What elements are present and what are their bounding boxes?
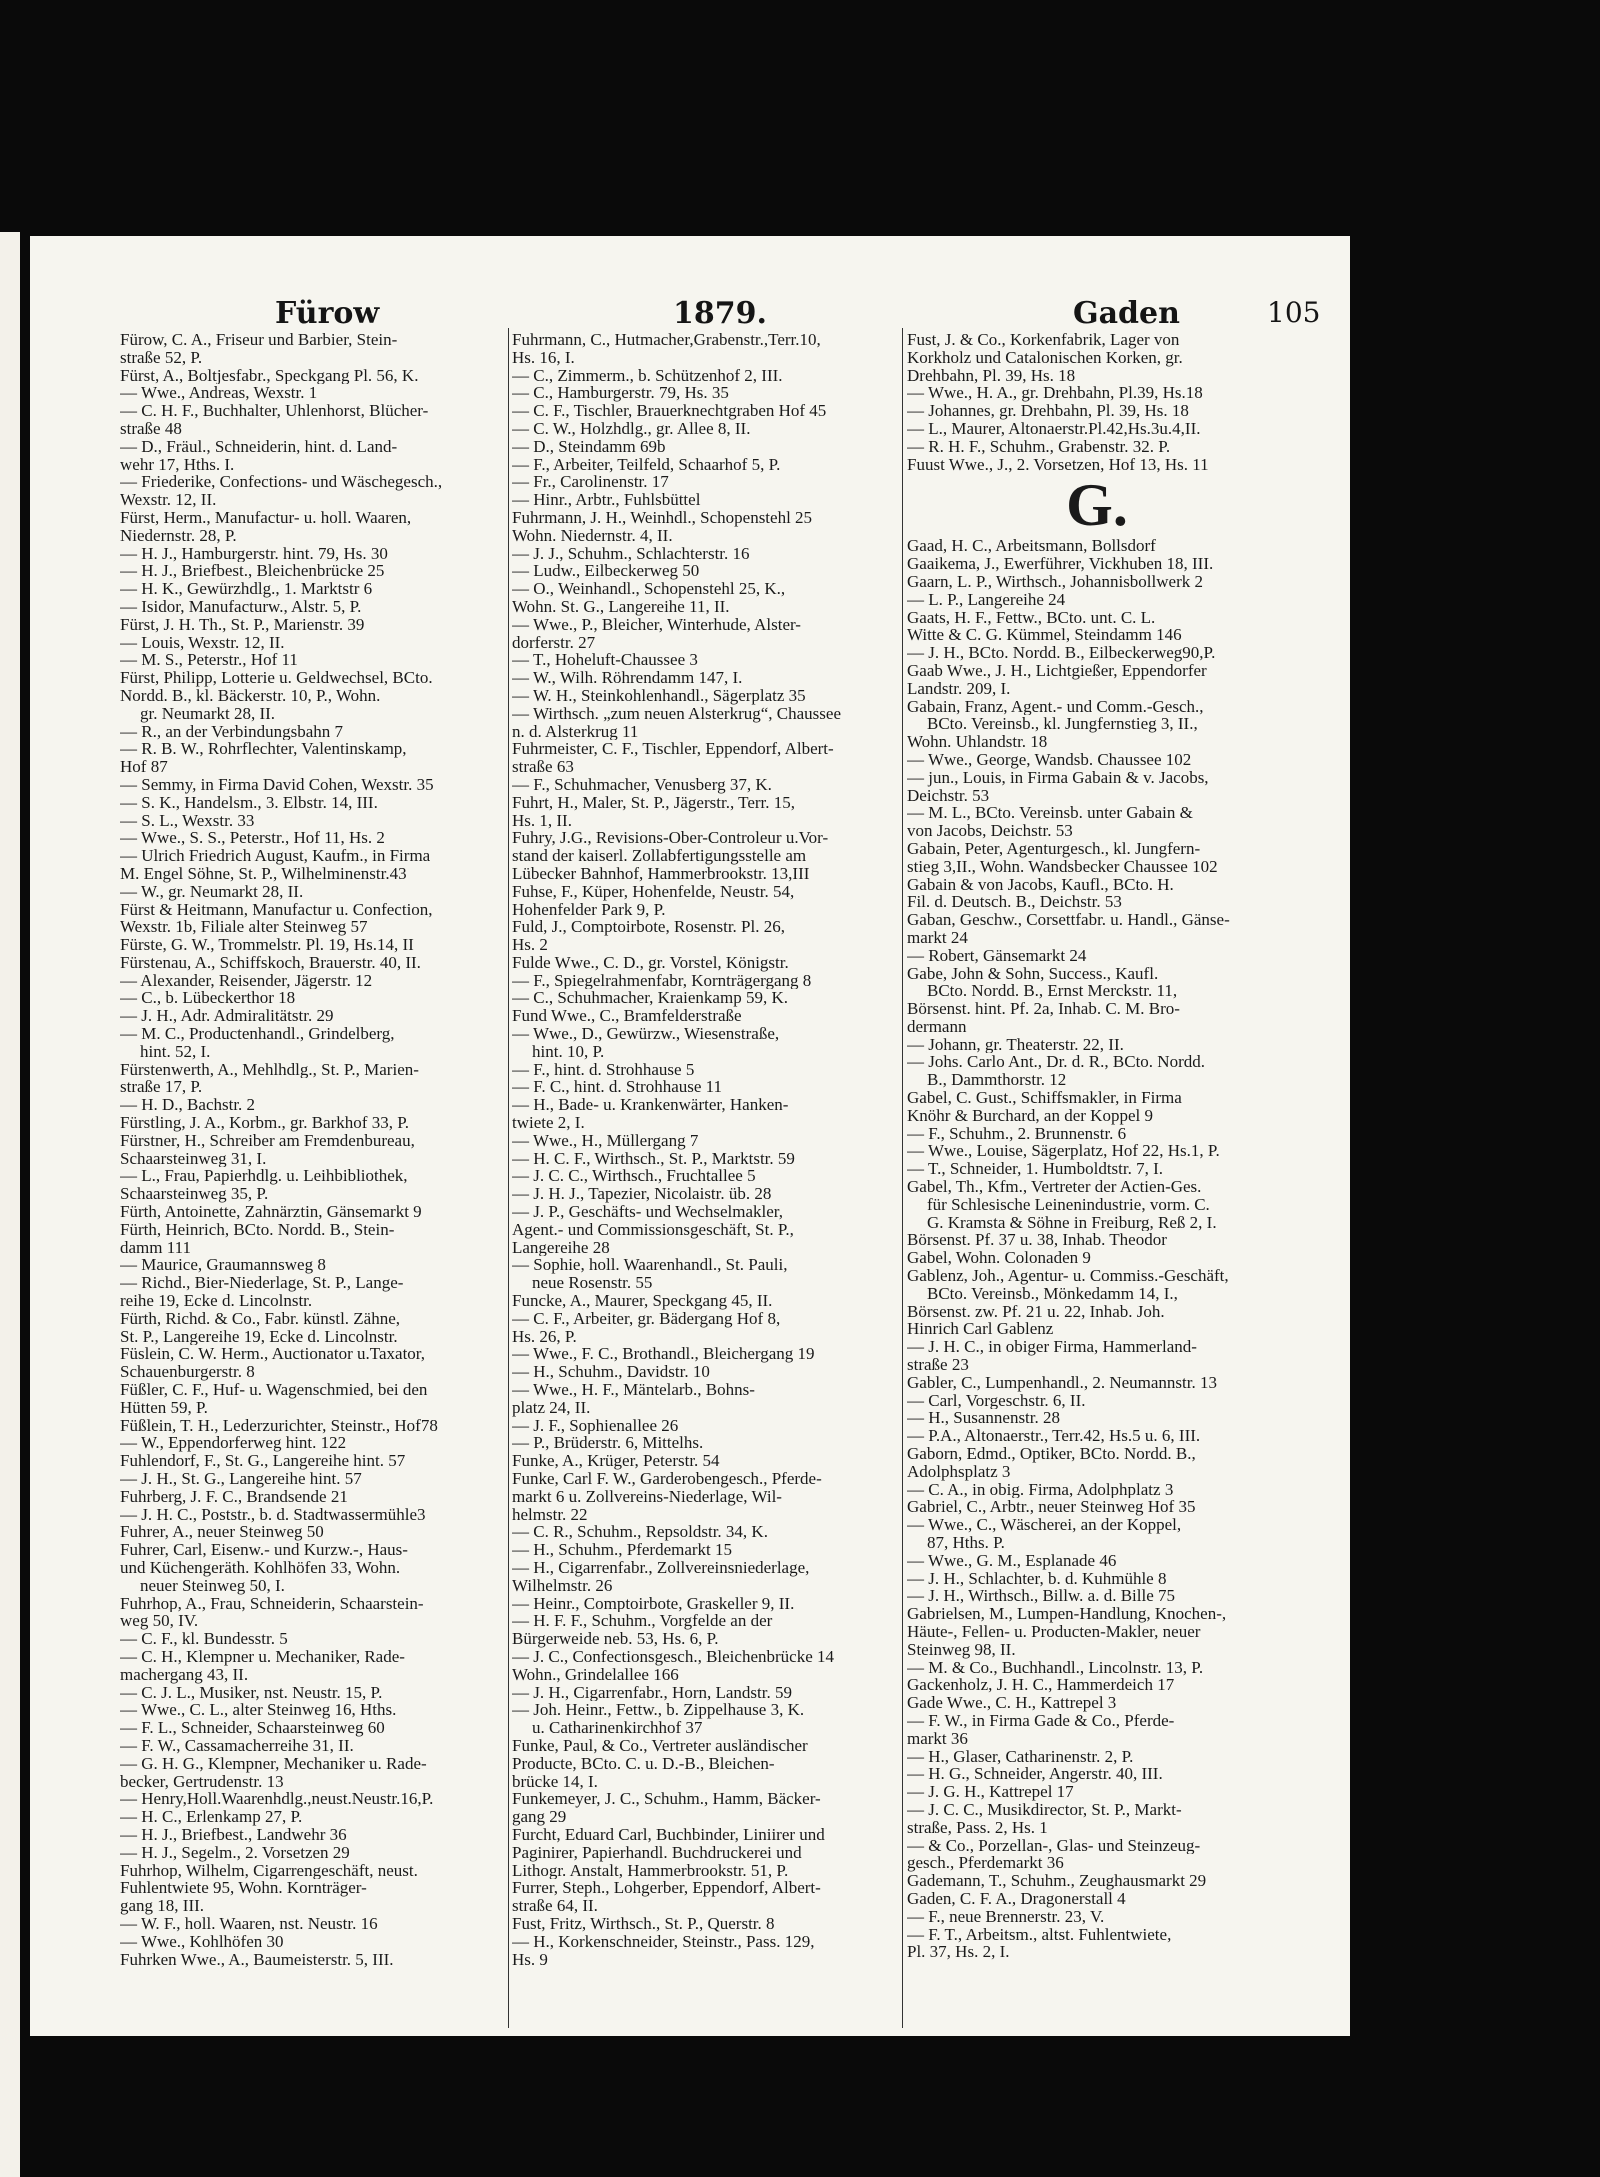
entry-line: — & Co., Porzellan-, Glas- und Steinzeug- bbox=[907, 1836, 1201, 1855]
entry-line: — Maurice, Graumannsweg 8 bbox=[120, 1256, 326, 1275]
entry-line: Korkholz und Catalonischen Korken, gr. bbox=[907, 348, 1183, 367]
entry-line: — J. C., Confectionsgesch., Bleichenbrücke 14 bbox=[512, 1647, 834, 1666]
entry-line: — Wwe., Louise, Sägerplatz, Hof 22, Hs.1, P. bbox=[907, 1142, 1220, 1161]
header-year: 1879. bbox=[673, 296, 767, 331]
entry-line: — H. J., Briefbest., Landwehr 36 bbox=[120, 1825, 347, 1844]
entry-line: Gaden, C. F. A., Dragonerstall 4 bbox=[907, 1889, 1126, 1908]
entry-line: straße 48 bbox=[120, 419, 182, 438]
page-number: 105 bbox=[1267, 296, 1321, 329]
entry-line: Börsenst. Pf. 37 u. 38, Inhab. Theodor bbox=[907, 1231, 1167, 1250]
entry-line: Fürst & Heitmann, Manufactur u. Confection, bbox=[120, 900, 433, 919]
entry-line: für Schlesische Leinenindustrie, vorm. C. bbox=[927, 1195, 1210, 1214]
entry-line: Gabel, C. Gust., Schiffsmakler, in Firma bbox=[907, 1089, 1182, 1107]
entry-line: Drehbahn, Pl. 39, Hs. 18 bbox=[907, 366, 1076, 385]
entry-line: Fuhrhop, Wilhelm, Cigarrengeschäft, neust. bbox=[120, 1861, 418, 1880]
entry-line: Fuhse, F., Küper, Hohenfelde, Neustr. 54, bbox=[512, 882, 795, 901]
entry-line: Fürstling, J. A., Korbm., gr. Barkhof 33, P. bbox=[120, 1114, 410, 1132]
entry-line: — W., Wilh. Röhrendamm 147, I. bbox=[512, 669, 743, 687]
entry-line: Wohn. Niedernstr. 4, II. bbox=[512, 526, 673, 545]
entry-line: Fürstenau, A., Schiffskoch, Brauerstr. 40, II. bbox=[120, 953, 421, 972]
entry-line: Hof 87 bbox=[120, 758, 168, 776]
entry-line: gesch., Pferdemarkt 36 bbox=[907, 1854, 1064, 1873]
entry-line: twiete 2, I. bbox=[512, 1114, 585, 1132]
entry-line: stand der kaiserl. Zollabfertigungsstelle am bbox=[512, 847, 807, 865]
entry-line: Fürth, Richd. & Co., Fabr. künstl. Zähne, bbox=[120, 1309, 401, 1328]
entry-line: — J. P., Geschäfts- und Wechselmakler, bbox=[512, 1203, 783, 1221]
entry-line: Bürgerweide neb. 53, Hs. 6, P. bbox=[512, 1630, 719, 1648]
entry-line: hint. 10, P. bbox=[532, 1042, 605, 1061]
entry-line: Gaad, H. C., Arbeitsmann, Bollsdorf bbox=[907, 537, 1156, 556]
entry-line: Gabrielsen, M., Lumpen-Handlung, Knochen-, bbox=[907, 1605, 1227, 1623]
entry-line: Hs. 1, II. bbox=[512, 811, 572, 830]
entry-line: — Wwe., H. A., gr. Drehbahn, Pl.39, Hs.18 bbox=[907, 384, 1203, 403]
entry-line: — Richd., Bier-Niederlage, St. P., Lange- bbox=[120, 1274, 404, 1293]
entry-line: Fuhrt, H., Maler, St. P., Jägerstr., Terr. 15, bbox=[512, 793, 796, 812]
entry-line: Fürst, Philipp, Lotterie u. Geldwechsel, BCto. bbox=[120, 669, 433, 687]
entry-line: Fürstner, H., Schreiber am Fremdenbureau, bbox=[120, 1131, 415, 1150]
entry-line: — D., Fräul., Schneiderin, hint. d. Land- bbox=[120, 437, 398, 456]
entry-line: Gaarn, L. P., Wirthsch., Johannisbollwerk 2 bbox=[907, 572, 1203, 591]
entry-line: — Wwe., F. C., Brothandl., Bleichergang 19 bbox=[512, 1345, 815, 1364]
entry-line: — H., Schuhm., Davidstr. 10 bbox=[512, 1363, 710, 1382]
entry-line: B., Dammthorstr. 12 bbox=[927, 1071, 1067, 1090]
adjacent-page-edge bbox=[0, 232, 20, 2177]
entry-line: Häute-, Fellen- u. Producten-Makler, neuer bbox=[907, 1622, 1201, 1641]
entry-line: Fil. d. Deutsch. B., Deichstr. 53 bbox=[907, 893, 1122, 912]
entry-line: straße 17, P. bbox=[120, 1078, 203, 1097]
entry-line: — J. C. C., Wirthsch., Fruchtallee 5 bbox=[512, 1167, 756, 1186]
entry-line: — Louis, Wexstr. 12, II. bbox=[120, 633, 285, 652]
entry-line: — Wwe., George, Wandsb. Chaussee 102 bbox=[907, 750, 1192, 769]
entry-line: — J. H., St. G., Langereihe hint. 57 bbox=[120, 1470, 362, 1488]
entry-line: Wexstr. 12, II. bbox=[120, 491, 217, 509]
entry-line: Füßler, C. F., Huf- u. Wagenschmied, bei den bbox=[120, 1381, 428, 1399]
entry-line: Fuhrken Wwe., A., Baumeisterstr. 5, III. bbox=[120, 1950, 394, 1969]
entry-line: — C. H., Klempner u. Mechaniker, Rade- bbox=[120, 1647, 405, 1666]
entry-line: Landstr. 209, I. bbox=[907, 679, 1011, 698]
entry-line: — L., Maurer, Altonaerstr.Pl.42,Hs.3u.4,II. bbox=[907, 419, 1201, 438]
entry-line: straße 63 bbox=[512, 758, 574, 776]
entry-line: — Isidor, Manufacturw., Alstr. 5, P. bbox=[120, 597, 362, 616]
entry-line: — W. F., holl. Waaren, nst. Neustr. 16 bbox=[120, 1914, 378, 1933]
entry-line: BCto. Nordd. B., Ernst Merckstr. 11, bbox=[927, 982, 1178, 1001]
entry-line: — Johannes, gr. Drehbahn, Pl. 39, Hs. 18 bbox=[907, 402, 1189, 420]
entry-line: — H. J., Segelm., 2. Vorsetzen 29 bbox=[120, 1843, 350, 1862]
entry-line: Funcke, A., Maurer, Speckgang 45, II. bbox=[512, 1292, 773, 1310]
entry-line: Agent.- und Commissionsgeschäft, St. P., bbox=[512, 1220, 794, 1239]
entry-line: — Robert, Gänsemarkt 24 bbox=[907, 946, 1087, 965]
entry-line: — M. C., Productenhandl., Grindelberg, bbox=[120, 1025, 395, 1043]
entry-line: Wilhelmstr. 26 bbox=[512, 1576, 613, 1595]
entry-line: Fürste, G. W., Trommelstr. Pl. 19, Hs.14, II bbox=[120, 936, 414, 954]
entry-line: — Wwe., Kohlhöfen 30 bbox=[120, 1932, 284, 1951]
entry-line: Hütten 59, P. bbox=[120, 1398, 208, 1417]
entry-line: Fuhrer, A., neuer Steinweg 50 bbox=[120, 1523, 324, 1542]
entry-line: — Sophie, holl. Waarenhandl., St. Pauli, bbox=[512, 1256, 788, 1275]
column-1 bbox=[120, 331, 520, 2031]
header-right-catchword: Gaden bbox=[1073, 296, 1180, 331]
entry-line: — C. F., Tischler, Brauerknechtgraben Hof 45 bbox=[512, 402, 827, 420]
entry-line: — T., Schneider, 1. Humboldtstr. 7, I. bbox=[907, 1160, 1164, 1179]
entry-line: Funke, Carl F. W., Garderobengesch., Pferde- bbox=[512, 1470, 822, 1488]
entry-line: — jun., Louis, in Firma Gabain & v. Jacobs, bbox=[907, 768, 1209, 787]
entry-line: Gade Wwe., C. H., Kattrepel 3 bbox=[907, 1694, 1117, 1712]
entry-line: — J. H., BCto. Nordd. B., Eilbeckerweg90,P. bbox=[907, 644, 1216, 662]
entry-line: — H. F. F., Schuhm., Vorgfelde an der bbox=[512, 1612, 773, 1631]
entry-line: — Friederike, Confections- und Wäschegesch., bbox=[120, 473, 443, 492]
entry-line: Producte, BCto. C. u. D.-B., Bleichen- bbox=[512, 1754, 775, 1773]
column-3 bbox=[907, 331, 1307, 2031]
entry-line: — O., Weinhandl., Schopenstehl 25, K., bbox=[512, 580, 786, 598]
entry-line: — H., Glaser, Catharinenstr. 2, P. bbox=[907, 1747, 1134, 1766]
entry-line: — Wwe., C., Wäscherei, an der Koppel, bbox=[907, 1516, 1182, 1534]
entry-line: Schauenburgerstr. 8 bbox=[120, 1363, 255, 1382]
header-left-catchword: Fürow bbox=[275, 296, 380, 331]
entry-line: 87, Hths. P. bbox=[927, 1534, 1005, 1552]
entry-line: Hs. 9 bbox=[512, 1950, 548, 1969]
entry-line: — Wwe., G. M., Esplanade 46 bbox=[907, 1551, 1117, 1570]
entry-line: — Alexander, Reisender, Jägerstr. 12 bbox=[120, 971, 373, 990]
entry-line: — H., Schuhm., Pferdemarkt 15 bbox=[512, 1541, 733, 1559]
entry-line: — C., Hamburgerstr. 79, Hs. 35 bbox=[512, 384, 729, 403]
entry-line: Knöhr & Burchard, an der Koppel 9 bbox=[907, 1106, 1153, 1125]
entry-line: — M. S., Peterstr., Hof 11 bbox=[120, 651, 298, 670]
entry-line: — Wwe., H. F., Mäntelarb., Bohns- bbox=[512, 1381, 755, 1399]
entry-line: Gablenz, Joh., Agentur- u. Commiss.-Geschäft, bbox=[907, 1267, 1229, 1285]
entry-line: — Wwe., H., Müllergang 7 bbox=[512, 1131, 699, 1150]
entry-line: — C., Schuhmacher, Kraienkamp 59, K. bbox=[512, 989, 788, 1008]
entry-line: reihe 19, Ecke d. Lincolnstr. bbox=[120, 1292, 313, 1310]
entry-line: — J. H. J., Tapezier, Nicolaistr. üb. 28 bbox=[512, 1185, 772, 1204]
entry-line: — F. W., in Firma Gade & Co., Pferde- bbox=[907, 1711, 1175, 1730]
entry-line: dermann bbox=[907, 1017, 967, 1036]
entry-line: Fuhry, J.G., Revisions-Ober-Controleur u.Vor- bbox=[512, 829, 829, 848]
entry-line: — C. W., Holzhdlg., gr. Allee 8, II. bbox=[512, 419, 751, 438]
entry-line: neuer Steinweg 50, I. bbox=[140, 1576, 285, 1595]
entry-line: Witte & C. G. Kümmel, Steindamm 146 bbox=[907, 626, 1182, 645]
entry-line: straße 52, P. bbox=[120, 348, 203, 367]
entry-line: Schaarsteinweg 35, P. bbox=[120, 1185, 269, 1204]
directory-page bbox=[30, 236, 1350, 2036]
entry-line: platz 24, II. bbox=[512, 1398, 591, 1417]
entry-line: — Johs. Carlo Ant., Dr. d. R., BCto. Nordd. bbox=[907, 1053, 1205, 1072]
entry-line: — M. & Co., Buchhandl., Lincolnstr. 13, P. bbox=[907, 1658, 1204, 1677]
entry-line: — J. H., Cigarrenfabr., Horn, Landstr. 59 bbox=[512, 1683, 792, 1702]
entry-line: — R., an der Verbindungsbahn 7 bbox=[120, 722, 344, 741]
entry-line: — H., Susannenstr. 28 bbox=[907, 1409, 1060, 1428]
entry-line: — W., gr. Neumarkt 28, II. bbox=[120, 882, 304, 901]
entry-line: — F., Arbeiter, Teilfeld, Schaarhof 5, P. bbox=[512, 455, 781, 474]
entry-line: Fürstenwerth, A., Mehlhdlg., St. P., Marien- bbox=[120, 1060, 419, 1079]
entry-line: Fund Wwe., C., Bramfelderstraße bbox=[512, 1007, 742, 1026]
entry-line: straße 64, II. bbox=[512, 1897, 598, 1915]
entry-line: Adolphsplatz 3 bbox=[907, 1462, 1011, 1481]
entry-line: — H. K., Gewürzhdlg., 1. Marktstr 6 bbox=[120, 580, 373, 598]
entry-line: — C. F., Arbeiter, gr. Bädergang Hof 8, bbox=[512, 1309, 781, 1328]
entry-line: Gabain, Peter, Agenturgesch., kl. Jungfern- bbox=[907, 839, 1201, 858]
entry-line: — R. B. W., Rohrflechter, Valentinskamp, bbox=[120, 740, 407, 759]
entry-line: — J. G. H., Kattrepel 17 bbox=[907, 1783, 1074, 1801]
entry-line: neue Rosenstr. 55 bbox=[532, 1274, 653, 1293]
entry-line: — G. H. G., Klempner, Mechaniker u. Rade- bbox=[120, 1754, 427, 1773]
entry-line: Fuhrmann, J. H., Weinhdl., Schopenstehl 25 bbox=[512, 508, 813, 527]
entry-line: Lithogr. Anstalt, Hammerbrookstr. 51, P. bbox=[512, 1861, 789, 1880]
entry-line: Gaborn, Edmd., Optiker, BCto. Nordd. B., bbox=[907, 1445, 1196, 1463]
entry-line: Niedernstr. 28, P. bbox=[120, 526, 237, 545]
entry-line: Fuhrhop, A., Frau, Schneiderin, Schaarstein- bbox=[120, 1594, 424, 1613]
entry-line: Gaab Wwe., J. H., Lichtgießer, Eppendorfer bbox=[907, 661, 1207, 680]
entry-line: Schaarsteinweg 31, I. bbox=[120, 1149, 267, 1168]
entry-line: — H. J., Hamburgerstr. hint. 79, Hs. 30 bbox=[120, 544, 388, 563]
entry-line: Wohn. Uhlandstr. 18 bbox=[907, 733, 1048, 751]
entry-line: — F., Spiegelrahmenfabr, Kornträgergang 8 bbox=[512, 971, 812, 990]
entry-line: — H. C. F., Wirthsch., St. P., Marktstr. 59 bbox=[512, 1149, 795, 1168]
entry-line: — C., b. Lübeckerthor 18 bbox=[120, 989, 296, 1008]
entry-line: Pl. 37, Hs. 2, I. bbox=[907, 1943, 1010, 1962]
entry-line: — Semmy, in Firma David Cohen, Wexstr. 35 bbox=[120, 775, 434, 794]
entry-line: Hs. 26, P. bbox=[512, 1327, 577, 1346]
entry-line: — F. C., hint. d. Strohhause 11 bbox=[512, 1078, 723, 1097]
entry-line: Furrer, Steph., Lohgerber, Eppendorf, Albert- bbox=[512, 1879, 821, 1898]
entry-line: St. P., Langereihe 19, Ecke d. Lincolnstr. bbox=[120, 1327, 398, 1346]
entry-line: markt 24 bbox=[907, 928, 968, 947]
entry-line: — Heinr., Comptoirbote, Graskeller 9, II. bbox=[512, 1594, 795, 1613]
entry-line: — J. H. C., Poststr., b. d. Stadtwassermühle3 bbox=[120, 1505, 426, 1524]
entry-line: — F. L., Schneider, Schaarsteinweg 60 bbox=[120, 1719, 385, 1737]
entry-line: Fuhlentwiete 95, Wohn. Kornträger- bbox=[120, 1879, 367, 1898]
entry-line: — Wwe., S. S., Peterstr., Hof 11, Hs. 2 bbox=[120, 829, 385, 848]
entry-line: Fust, Fritz, Wirthsch., St. P., Querstr. 8 bbox=[512, 1914, 775, 1933]
entry-line: Gabel, Th., Kfm., Vertreter der Actien-Ges. bbox=[907, 1178, 1202, 1196]
entry-line: dorferstr. 27 bbox=[512, 633, 596, 652]
entry-line: — J. F., Sophienallee 26 bbox=[512, 1416, 679, 1435]
entry-line: Fürow, C. A., Friseur und Barbier, Stein- bbox=[120, 331, 398, 349]
entry-line: Fürth, Antoinette, Zahnärztin, Gänsemarkt 9 bbox=[120, 1203, 422, 1221]
entry-line: stieg 3,II., Wohn. Wandsbecker Chaussee 102 bbox=[907, 857, 1218, 876]
entry-line: markt 36 bbox=[907, 1729, 968, 1748]
entry-line: Paginirer, Papierhandl. Buchdruckerei und bbox=[512, 1843, 802, 1862]
entry-line: — Wwe., P., Bleicher, Winterhude, Alster- bbox=[512, 615, 801, 634]
entry-line: weg 50, IV. bbox=[120, 1612, 199, 1631]
entry-line: — C. A., in obig. Firma, Adolphplatz 3 bbox=[907, 1480, 1174, 1499]
entry-line: — Ulrich Friedrich August, Kaufm., in Firma bbox=[120, 847, 431, 865]
entry-line: BCto. Vereinsb., Mönkedamm 14, I., bbox=[927, 1284, 1178, 1303]
entry-line: Börsenst. hint. Pf. 2a, Inhab. C. M. Bro- bbox=[907, 1000, 1180, 1018]
entry-line: — D., Steindamm 69b bbox=[512, 437, 666, 456]
entry-line: Wexstr. 1b, Filiale alter Steinweg 57 bbox=[120, 918, 368, 937]
entry-line: gang 29 bbox=[512, 1808, 567, 1826]
entry-line: — R. H. F., Schuhm., Grabenstr. 32. P. bbox=[907, 437, 1171, 456]
entry-line: markt 6 u. Zollvereins-Niederlage, Wil- bbox=[512, 1487, 782, 1506]
entry-line: straße 23 bbox=[907, 1356, 969, 1374]
entry-line: — W., Eppendorferweg hint. 122 bbox=[120, 1434, 347, 1453]
entry-line: Fulde Wwe., C. D., gr. Vorstel, Königstr. bbox=[512, 953, 789, 972]
entry-line: Wohn. St. G., Langereihe 11, II. bbox=[512, 597, 730, 616]
entry-line: Wohn., Grindelallee 166 bbox=[512, 1665, 679, 1684]
entry-line: hint. 52, I. bbox=[140, 1042, 211, 1061]
entry-line: — F., Schuhmacher, Venusberg 37, K. bbox=[512, 775, 772, 794]
entry-line: — M. L., BCto. Vereinsb. unter Gabain & bbox=[907, 804, 1193, 823]
entry-line: BCto. Vereinsb., kl. Jungfernstieg 3, II., bbox=[927, 715, 1198, 734]
entry-line: Gabe, John & Sohn, Success., Kaufl. bbox=[907, 964, 1159, 983]
entry-line: — Carl, Vorgeschstr. 6, II. bbox=[907, 1391, 1086, 1410]
entry-line: Hohenfelder Park 9, P. bbox=[512, 900, 666, 919]
entry-line: Füßlein, T. H., Lederzurichter, Steinstr., Hof78 bbox=[120, 1416, 438, 1435]
entry-line: — F., Schuhm., 2. Brunnenstr. 6 bbox=[907, 1124, 1127, 1143]
entry-line: — H. D., Bachstr. 2 bbox=[120, 1096, 256, 1115]
running-header bbox=[30, 296, 1350, 331]
entry-line: brücke 14, I. bbox=[512, 1772, 598, 1791]
entry-line: — H., Korkenschneider, Steinstr., Pass. 129, bbox=[512, 1932, 815, 1951]
entry-line: G. Kramsta & Söhne in Freiburg, Reß 2, I. bbox=[927, 1213, 1217, 1232]
entry-line: — P., Brüderstr. 6, Mittelhs. bbox=[512, 1434, 704, 1453]
entry-line: — W. H., Steinkohlenhandl., Sägerplatz 35 bbox=[512, 686, 806, 705]
entry-line: — J. H., Wirthsch., Billw. a. d. Bille 75 bbox=[907, 1587, 1175, 1606]
entry-line: — H., Bade- u. Krankenwärter, Hanken- bbox=[512, 1096, 789, 1115]
entry-line: Fuhrmeister, C. F., Tischler, Eppendorf, Albert- bbox=[512, 740, 834, 759]
entry-line: — Wwe., Andreas, Wexstr. 1 bbox=[120, 384, 318, 403]
entry-line: — C. J. L., Musiker, nst. Neustr. 15, P. bbox=[120, 1683, 383, 1702]
entry-line: Nordd. B., kl. Bäckerstr. 10, P., Wohn. bbox=[120, 686, 381, 705]
entry-line: — Fr., Carolinenstr. 17 bbox=[512, 473, 669, 492]
entry-line: Gabriel, C., Arbtr., neuer Steinweg Hof 35 bbox=[907, 1498, 1196, 1517]
entry-line: — F., neue Brennerstr. 23, V. bbox=[907, 1907, 1105, 1926]
entry-line: — Henry,Holl.Waarenhdlg.,neust.Neustr.16,P. bbox=[120, 1790, 434, 1809]
entry-line: Fürth, Heinrich, BCto. Nordd. B., Stein- bbox=[120, 1220, 395, 1239]
entry-line: Fuhlendorf, F., St. G., Langereihe hint. 57 bbox=[120, 1452, 406, 1470]
entry-line: u. Catharinenkirchhof 37 bbox=[532, 1719, 703, 1737]
entry-line: Gaaikema, J., Ewerführer, Vickhuben 18, III. bbox=[907, 555, 1214, 573]
entry-line: — S. L., Wexstr. 33 bbox=[120, 811, 255, 830]
entry-line: — Hinr., Arbtr., Fuhlsbüttel bbox=[512, 491, 701, 509]
entry-line: Gaats, H. F., Fettw., BCto. unt. C. L. bbox=[907, 608, 1156, 627]
entry-line: — J. H. C., in obiger Firma, Hammerland- bbox=[907, 1338, 1197, 1357]
entry-line: — J. H., Adr. Admiralitätstr. 29 bbox=[120, 1007, 334, 1026]
entry-line: Fürst, A., Boltjesfabr., Speckgang Pl. 56, K. bbox=[120, 366, 419, 385]
entry-line: Fuhrer, Carl, Eisenw.- und Kurzw.-, Haus- bbox=[120, 1541, 408, 1559]
entry-line: — C. R., Schuhm., Repsoldstr. 34, K. bbox=[512, 1523, 768, 1542]
entry-line: Fuhrberg, J. F. C., Brandsende 21 bbox=[120, 1487, 348, 1506]
entry-line: — L., Frau, Papierhdlg. u. Leihbibliothek, bbox=[120, 1167, 408, 1186]
entry-line: Funke, A., Krüger, Peterstr. 54 bbox=[512, 1452, 720, 1470]
entry-line: Deichstr. 53 bbox=[907, 786, 990, 805]
entry-line: — J. J., Schuhm., Schlachterstr. 16 bbox=[512, 544, 750, 563]
entry-line: — H. C., Erlenkamp 27, P. bbox=[120, 1808, 303, 1826]
entry-line: — C. H. F., Buchhalter, Uhlenhorst, Blücher- bbox=[120, 402, 429, 420]
column-2 bbox=[512, 331, 912, 2031]
entry-line: — T., Hoheluft-Chaussee 3 bbox=[512, 651, 698, 670]
entry-line: Gabain & von Jacobs, Kaufl., BCto. H. bbox=[907, 875, 1174, 894]
entry-line: Funke, Paul, & Co., Vertreter ausländischer bbox=[512, 1736, 808, 1755]
entry-line: Steinweg 98, II. bbox=[907, 1640, 1016, 1659]
entry-line: Gabain, Franz, Agent.- und Comm.-Gesch., bbox=[907, 697, 1204, 716]
entry-line: — P.A., Altonaerstr., Terr.42, Hs.5 u. 6, III. bbox=[907, 1427, 1201, 1446]
entry-line: — Johann, gr. Theaterstr. 22, II. bbox=[907, 1035, 1124, 1054]
entry-line: damm 111 bbox=[120, 1238, 191, 1257]
entry-line: Börsenst. zw. Pf. 21 u. 22, Inhab. Joh. bbox=[907, 1302, 1165, 1321]
entry-line: — Wirthsch. „zum neuen Alsterkrug“, Chaussee bbox=[512, 704, 842, 723]
entry-line: — H. G., Schneider, Angerstr. 40, III. bbox=[907, 1765, 1163, 1784]
entry-line: Fuhrmann, C., Hutmacher,Grabenstr.,Terr.10, bbox=[512, 331, 821, 349]
entry-line: wehr 17, Hths. I. bbox=[120, 455, 235, 474]
entry-line: Fürst, Herm., Manufactur- u. holl. Waaren, bbox=[120, 508, 412, 527]
entry-line: Hinrich Carl Gablenz bbox=[907, 1320, 1054, 1339]
entry-line: Hs. 16, I. bbox=[512, 348, 575, 367]
entry-line: Gabel, Wohn. Colonaden 9 bbox=[907, 1249, 1091, 1268]
entry-line: helmstr. 22 bbox=[512, 1505, 588, 1524]
entry-line: Lübecker Bahnhof, Hammerbrookstr. 13,III bbox=[512, 864, 810, 883]
section-letter: G. bbox=[1066, 473, 1128, 538]
entry-line: straße, Pass. 2, Hs. 1 bbox=[907, 1818, 1048, 1837]
entry-line: Gabler, C., Lumpenhandl., 2. Neumannstr. 13 bbox=[907, 1373, 1217, 1392]
entry-line: — Wwe., C. L., alter Steinweg 16, Hths. bbox=[120, 1701, 397, 1720]
entry-line: gang 18, III. bbox=[120, 1897, 205, 1915]
entry-line: und Küchengeräth. Kohlhöfen 33, Wohn. bbox=[120, 1558, 401, 1577]
entry-line: Funkemeyer, J. C., Schuhm., Hamm, Bäcker- bbox=[512, 1790, 821, 1809]
entry-line: — F. W., Cassamacherreihe 31, II. bbox=[120, 1736, 354, 1755]
entry-line: gr. Neumarkt 28, II. bbox=[140, 704, 276, 723]
entry-line: — J. H., Schlachter, b. d. Kuhmühle 8 bbox=[907, 1569, 1167, 1588]
entry-line: — H. J., Briefbest., Bleichenbrücke 25 bbox=[120, 562, 385, 581]
entry-line: Fürst, J. H. Th., St. P., Marienstr. 39 bbox=[120, 615, 365, 634]
entry-line: Hs. 2 bbox=[512, 936, 548, 954]
entry-line: n. d. Alsterkrug 11 bbox=[512, 722, 639, 741]
entry-line: Fuld, J., Comptoirbote, Rosenstr. Pl. 26, bbox=[512, 918, 785, 937]
entry-line: Langereihe 28 bbox=[512, 1238, 610, 1257]
entry-line: von Jacobs, Deichstr. 53 bbox=[907, 822, 1073, 840]
entry-line: Fuust Wwe., J., 2. Vorsetzen, Hof 13, Hs. 11 bbox=[907, 455, 1209, 474]
entry-line: Fust, J. & Co., Korkenfabrik, Lager von bbox=[907, 331, 1180, 349]
entry-line: — F. T., Arbeitsm., altst. Fuhlentwiete, bbox=[907, 1925, 1172, 1944]
entry-line: — F., hint. d. Strohhause 5 bbox=[512, 1060, 695, 1079]
entry-line: — S. K., Handelsm., 3. Elbstr. 14, III. bbox=[120, 793, 378, 812]
entry-line: Füslein, C. W. Herm., Auctionator u.Taxator, bbox=[120, 1345, 426, 1364]
entry-line: becker, Gertrudenstr. 13 bbox=[120, 1772, 284, 1791]
entry-line: — Wwe., D., Gewürzw., Wiesenstraße, bbox=[512, 1025, 780, 1043]
entry-line: — C. F., kl. Bundesstr. 5 bbox=[120, 1630, 288, 1648]
entry-line: M. Engel Söhne, St. P., Wilhelminenstr.43 bbox=[120, 864, 407, 883]
entry-line: — Ludw., Eilbeckerweg 50 bbox=[512, 562, 700, 581]
entry-line: — J. C. C., Musikdirector, St. P., Markt- bbox=[907, 1800, 1182, 1819]
entry-line: — L. P., Langereihe 24 bbox=[907, 590, 1066, 609]
entry-line: Gackenholz, J. H. C., Hammerdeich 17 bbox=[907, 1676, 1175, 1695]
entry-line: Gaban, Geschw., Corsettfabr. u. Handl., Gänse- bbox=[907, 911, 1230, 929]
entry-line: — C., Zimmerm., b. Schützenhof 2, III. bbox=[512, 366, 783, 385]
entry-line: Gademann, T., Schuhm., Zeughausmarkt 29 bbox=[907, 1872, 1207, 1890]
entry-line: — Joh. Heinr., Fettw., b. Zippelhause 3, K. bbox=[512, 1701, 805, 1720]
entry-line: Furcht, Eduard Carl, Buchbinder, Liniirer und bbox=[512, 1825, 825, 1844]
entry-line: machergang 43, II. bbox=[120, 1665, 249, 1684]
entry-line: — H., Cigarrenfabr., Zollvereinsniederlage, bbox=[512, 1558, 810, 1577]
